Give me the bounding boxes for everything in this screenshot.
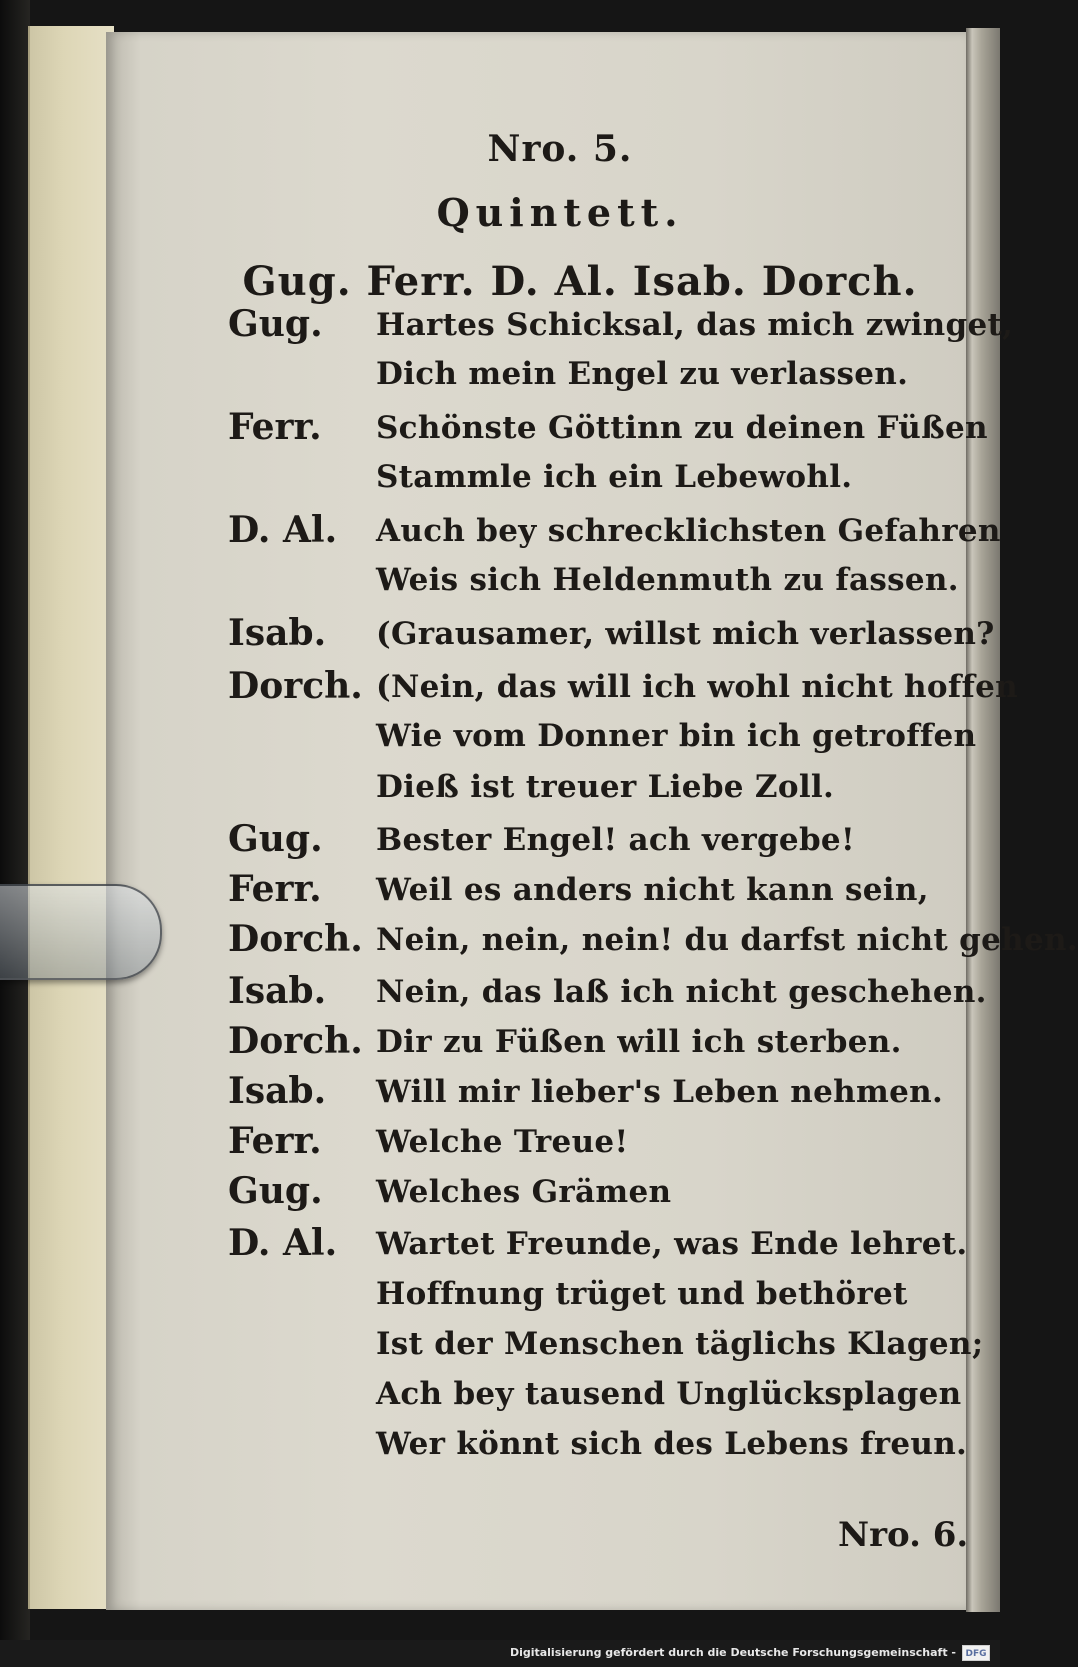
verse-line: Schönste Göttinn zu deinen Füßen (376, 410, 988, 446)
verse-line: Bester Engel! ach vergebe! (376, 822, 855, 858)
verse-line: Ach bey tausend Unglücksplagen (376, 1376, 962, 1412)
dfg-logo-icon: DFG (962, 1645, 990, 1661)
verse-line: Hoffnung trüget und bethöret (376, 1276, 908, 1312)
verse-line: Dir zu Füßen will ich sterben. (376, 1024, 902, 1060)
speaker-label: Gug. (228, 303, 323, 345)
speaker-label: Dorch. (228, 665, 363, 707)
speaker-label: Gug. (228, 818, 323, 860)
verse-line: (Grausamer, willst mich verlassen? (376, 616, 995, 652)
verse-line: Ist der Menschen täglichs Klagen; (376, 1326, 984, 1362)
speaker-label: Gug. (228, 1170, 323, 1212)
speaker-label: D. Al. (228, 509, 338, 551)
speaker-label: Isab. (228, 970, 327, 1012)
verse-line: Welche Treue! (376, 1124, 629, 1160)
piece-title: Quintett. (436, 190, 684, 235)
verse-line: Stammle ich ein Lebewohl. (376, 459, 853, 495)
verse-line: Hartes Schicksal, das mich zwinget, (376, 307, 1014, 343)
verse-line: Will mir lieber's Leben nehmen. (376, 1074, 944, 1110)
verse-line: Weis sich Heldenmuth zu fassen. (376, 562, 959, 598)
verse-line: Wer könnt sich des Lebens freun. (376, 1426, 968, 1462)
verse-line: Wartet Freunde, was Ende lehret. (376, 1226, 968, 1262)
speaker-label: Ferr. (228, 406, 322, 448)
verse-line: Weil es anders nicht kann sein, (376, 872, 929, 908)
speaker-label: D. Al. (228, 1222, 338, 1264)
funding-credit: Digitalisierung gefördert durch die Deutsche Forschungsgemeinschaft - (509, 1646, 956, 1659)
verse-line: Nein, das laß ich nicht geschehen. (376, 974, 987, 1010)
speaker-label: Ferr. (228, 868, 322, 910)
speaker-label: Dorch. (228, 918, 363, 960)
speaker-label: Isab. (228, 1070, 327, 1112)
piece-number: Nro. 5. (487, 128, 633, 170)
verse-line: Nein, nein, nein! du darfst nicht gehen. (376, 922, 1078, 958)
catchword: Nro. 6. (838, 1515, 969, 1555)
speaker-label: Ferr. (228, 1120, 322, 1162)
verse-line: Wie vom Donner bin ich getroffen (376, 718, 977, 754)
speaker-label: Dorch. (228, 1020, 363, 1062)
verse-line: Dich mein Engel zu verlassen. (376, 356, 909, 392)
verse-line: Welches Grämen (376, 1174, 672, 1210)
verse-line: Auch bey schrecklichsten Gefahren (376, 513, 1001, 549)
verse-line: (Nein, das will ich wohl nicht hoffen (376, 669, 1018, 705)
verse-line: Dieß ist treuer Liebe Zoll. (376, 769, 835, 805)
speaker-label: Isab. (228, 612, 327, 654)
cast-list: Gug. Ferr. D. Al. Isab. Dorch. (242, 258, 918, 305)
